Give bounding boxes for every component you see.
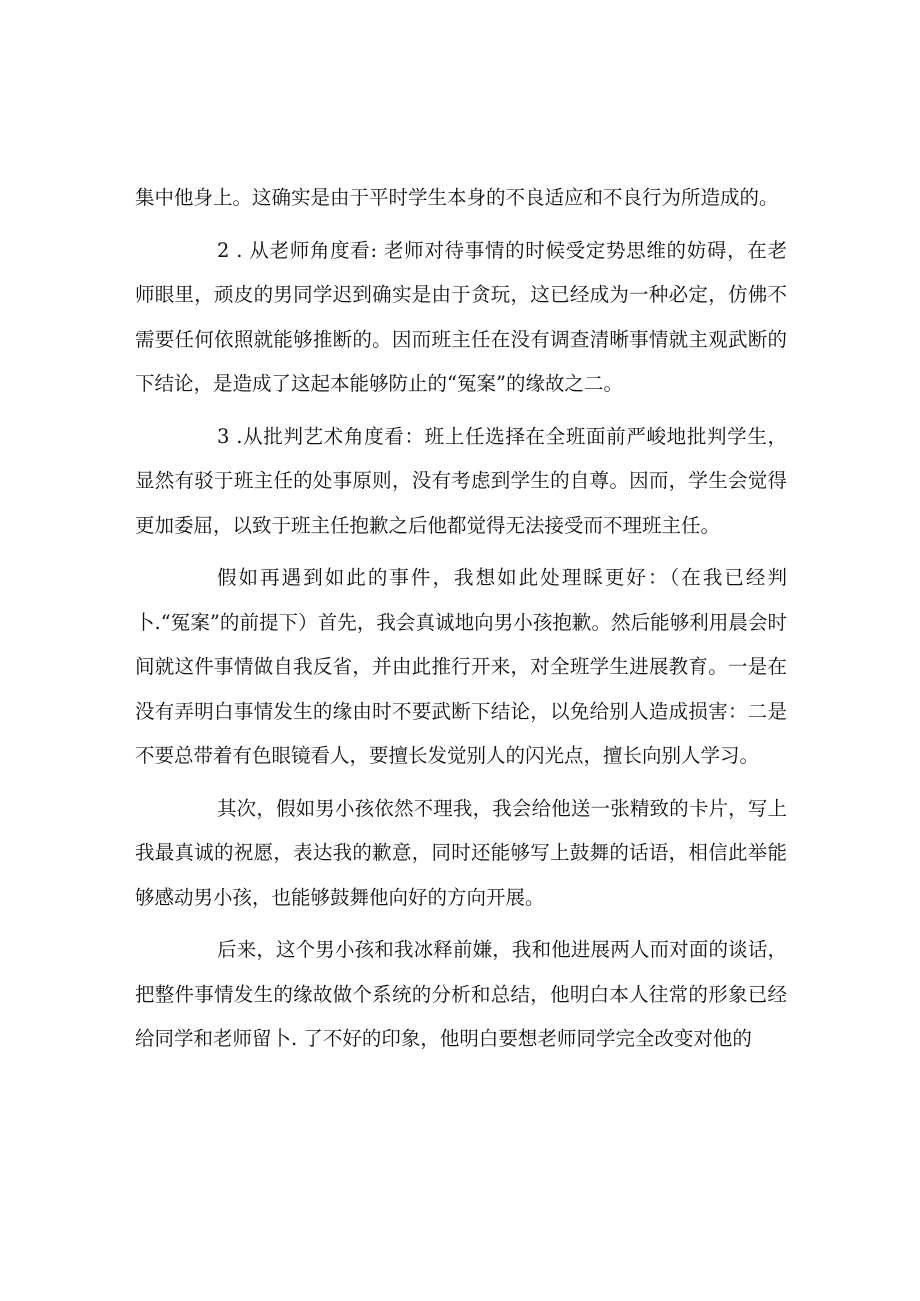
- paragraph-continuation: 集中他身上。这确实是由于平时学生本身的不良适应和不良行为所造成的。: [135, 186, 779, 209]
- paragraph-criticism-perspective: 3 .从批判艺术角度看：班上任选择在全班面前严峻地批判学生，显然有驳于班主任的处事原则，没有考虑到学生的自尊。因而，学生会觉得更加委屈，以致于班主任抱歉之后他都觉得无法接受而不理班主任。: [135, 424, 787, 537]
- paragraph-teacher-perspective: 2 . 从老师角度看: 老师对待事情的时候受定势思维的妨碍，在老师眼里，顽皮的男同学迟到确实是由于贪玩，这已经成为一种必定，仿佛不需要任何依照就能够推断的。因而班主任在没有调查清晰事情就主观武断的下结论，是造成了这起本能够防止的“冤案”的缘故之二。: [135, 238, 787, 395]
- paragraph-later: 后来，这个男小孩和我冰释前嫌，我和他进展两人而对面的谈话，把整件事情发生的缘故做个系统的分析和总结，他明白本人往常的形象已经给同学和老师留卜. 了不好的印象，他明白要想老师同学完全改变对他的: [135, 938, 787, 1050]
- paragraph-secondly: 其次，假如男小孩依然不理我，我会给他送一张精致的卡片，写上我最真诚的祝愿，表达我的歉意，同时还能够写上鼓舞的话语，相信此举能够感动男小孩，也能够鼓舞他向好的方向开展。: [135, 796, 787, 909]
- document-body: [135, 176, 787, 1070]
- paragraph-better-handling: 假如再遇到如此的事件，我想如此处理睬更好：（在我已经判卜.“冤案”的前提下）首先，我会真诚地向男小孩抱歉。然后能够利用晨会时间就这件事情做自我反省，并由此推行开来，对全班学生进展教育。一是在没有弄明白事情发生的缘由时不要武断下结论，以免给别人造成损害：二是不要总带着有色眼镜看人，要擅长发觉别人的闪光点，擅长向别人学习。: [135, 566, 787, 767]
